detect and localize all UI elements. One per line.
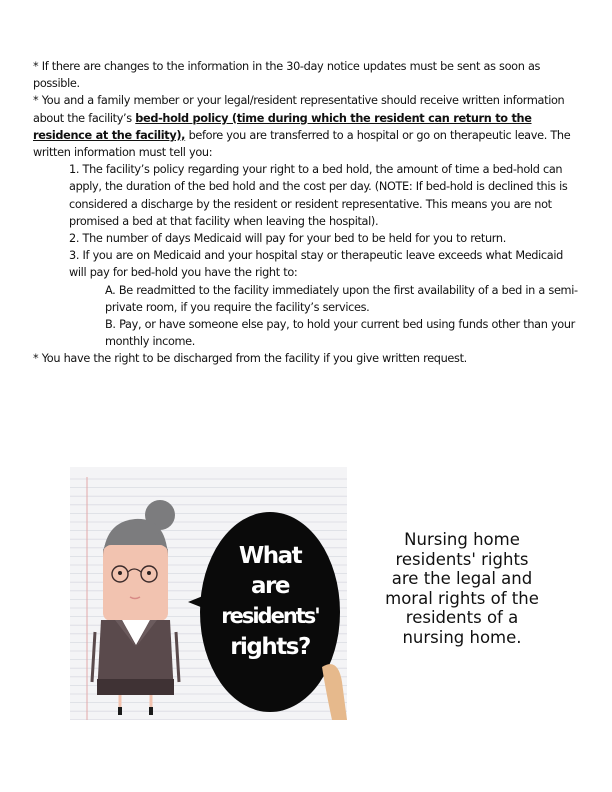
document-body <box>33 58 583 368</box>
bubble-line-3: residents' <box>221 604 319 628</box>
illustration-svg <box>70 467 347 720</box>
residents-rights-illustration <box>70 467 347 720</box>
skirt <box>97 679 174 695</box>
shoe-right <box>149 707 153 715</box>
sub-item-a: A. Be readmitted to the facility immediately upon the first availability of a bed in a semi-private room, if you require the facility’s services. <box>105 283 578 314</box>
paragraph-discharge-right: * You have the right to be discharged from the facility if you give written request. <box>33 352 467 366</box>
list-item-1: 1. The facility’s policy regarding your right to a bed hold, the amount of time a bed-hold can apply, the duration of the bed hold and the cost per day. (NOTE: If bed-hold is declined this is considered a discharge by the resident or resident representative. This means you are not promised a bed at that facility when leaving the hospital). <box>69 163 568 228</box>
caption-line: residents of a <box>405 608 519 628</box>
caption-line: moral rights of the <box>385 588 539 608</box>
face <box>103 545 168 621</box>
paragraph-bed-hold-pre: * You and a family member or your legal/resident representative should receive written information about the facility’s <box>33 94 565 125</box>
paragraph-bed-hold-post: before you are transferred to a hospital or go on therapeutic leave. The written information must tell you: <box>33 128 571 160</box>
bubble-line-2: are <box>251 573 289 599</box>
bubble-line-4: rights? <box>230 634 310 660</box>
paragraph-30-day-notice: * If there are changes to the information in the 30-day notice updates must be sent as soon as possible. <box>33 60 541 91</box>
caption-line: are the legal and <box>391 569 533 589</box>
list-item-2: 2. The number of days Medicaid will pay for your bed to be held for you to return. <box>69 232 506 246</box>
bed-hold-policy-emphasis: bed-hold policy (time during which the resident can return to the residence at the facility), <box>33 111 532 142</box>
caption-line: Nursing home <box>404 530 520 549</box>
caption-line: nursing home. <box>402 627 522 647</box>
bubble-line-1: What <box>238 543 302 569</box>
paragraph-bed-hold-info <box>33 92 583 161</box>
list-item-3: 3. If you are on Medicaid and your hospital stay or therapeutic leave exceeds what Medicaid will pay for bed-hold you have the right to: <box>69 249 563 280</box>
shoe-left <box>118 707 122 715</box>
sub-item-b: B. Pay, or have someone else pay, to hold your current bed using funds other than your monthly income. <box>105 318 575 349</box>
caption-line: residents' rights <box>395 549 529 569</box>
illustration-caption <box>372 530 552 648</box>
